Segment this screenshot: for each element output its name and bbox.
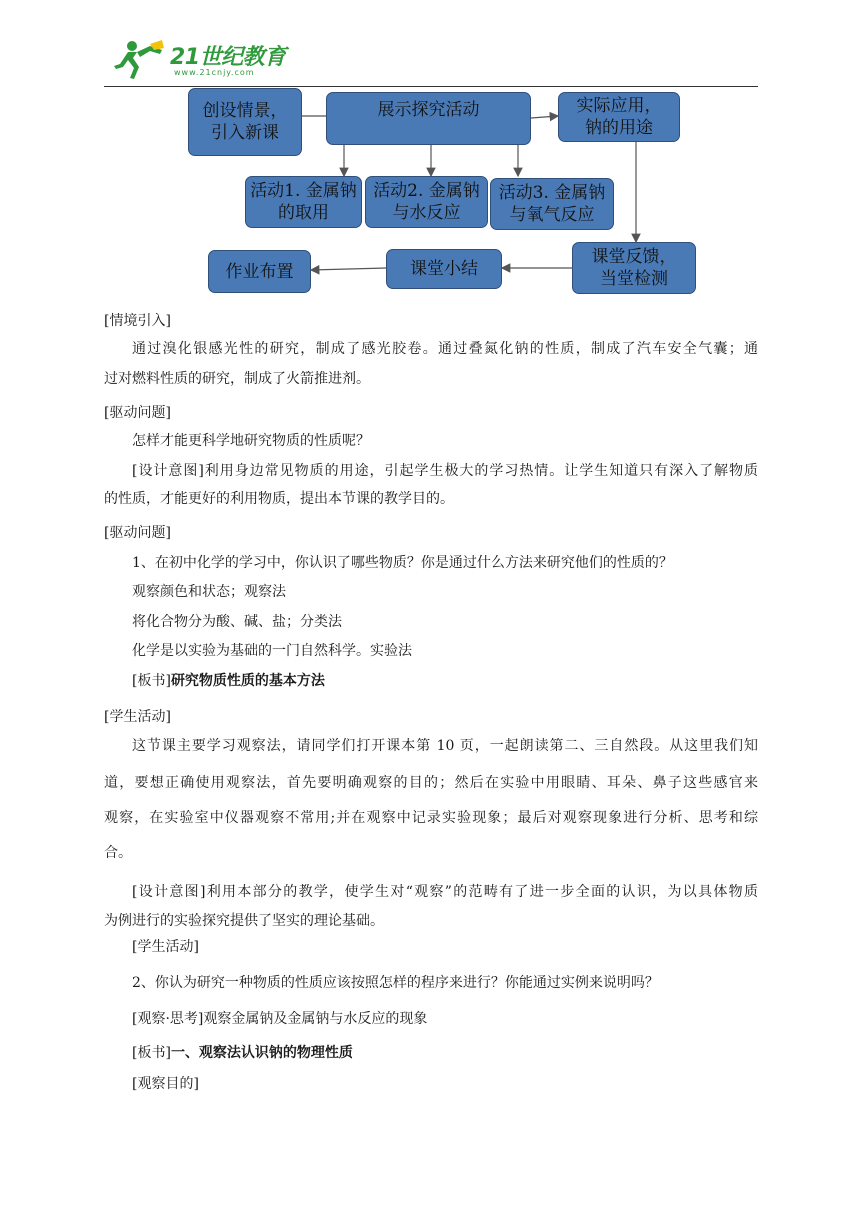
teaching-flowchart — [180, 86, 700, 298]
question-1: 1、在初中化学的学习中，你认识了哪些物质？你是通过什么方法来研究他们的性质的？ — [132, 555, 673, 571]
student-activity-heading: [学生活动] — [132, 939, 199, 955]
flow-box-activity-2: 活动2. 金属钠 与水反应 — [365, 176, 488, 228]
flow-box-feedback: 课堂反馈， 当堂检测 — [572, 242, 696, 294]
logo-url: www.21cnjy.com — [174, 68, 255, 77]
board-note-2 — [132, 1046, 758, 1060]
answer-observation: 观察颜色和状态；观察法 — [132, 584, 286, 600]
section-heading-student-activity: [学生活动] — [104, 709, 171, 725]
board-tag: [板书] — [132, 673, 171, 689]
design-intent-2-line-2: 为例进行的实验探究提供了坚实的理论基础。 — [104, 913, 384, 929]
activity-paragraph-line-2: 道，要想正确使用观察法，首先要明确观察的目的；然后在实验中用眼睛、耳朵、鼻子这些感官来 — [104, 775, 758, 791]
board-tag: [板书] — [132, 1045, 171, 1061]
activity-paragraph-line-4: 合。 — [104, 845, 132, 861]
design-intent-2-line-1: [设计意图]利用本部分的教学，使学生对“观察”的范畴有了进一步全面的认识，为以具体物质 — [132, 884, 758, 900]
section-heading-question-2: [驱动问题] — [104, 525, 171, 541]
board-text: 研究物质性质的基本方法 — [170, 673, 325, 689]
board-text: 一、观察法认识钠的物理性质 — [170, 1045, 353, 1061]
flow-box-summary: 课堂小结 — [386, 249, 502, 289]
flow-box-application: 实际应用， 钠的用途 — [558, 92, 680, 142]
design-intent-line-1: [设计意图]利用身边常见物质的用途，引起学生极大的学习热情。让学生知道只有深入了解物质 — [132, 463, 758, 479]
design-intent-line-2: 的性质，才能更好的利用物质，提出本节课的教学目的。 — [104, 491, 454, 507]
observation-purpose-heading: [观察目的] — [132, 1076, 199, 1092]
question-2: 2、你认为研究一种物质的性质应该按照怎样的程序来进行？你能通过实例来说明吗？ — [132, 975, 659, 991]
intro-paragraph-line-2: 过对燃料性质的研究，制成了火箭推进剂。 — [104, 371, 370, 387]
activity-paragraph-line-1: 这节课主要学习观察法，请同学们打开课本第 10 页，一起朗读第二、三自然段。从这里我们知 — [132, 738, 758, 754]
flow-box-homework: 作业布置 — [208, 250, 311, 293]
section-heading-question-1: [驱动问题] — [104, 405, 171, 421]
page-header — [104, 36, 758, 87]
logo — [110, 38, 290, 82]
activity-paragraph-line-3: 观察，在实验室中仪器观察不常用;并在观察中记录实验现象；最后对观察现象进行分析、思考和综 — [104, 810, 758, 826]
question-paragraph: 怎样才能更科学地研究物质的性质呢？ — [132, 433, 370, 449]
flow-box-intro: 创设情景， 引入新课 — [188, 88, 302, 156]
flow-box-activities: 展示探究活动 — [326, 92, 531, 145]
board-note-1 — [132, 674, 758, 688]
flow-box-activity-1: 活动1. 金属钠 的取用 — [245, 176, 362, 228]
runner-logo-icon — [110, 38, 166, 82]
answer-classification: 将化合物分为酸、碱、盐；分类法 — [132, 614, 342, 630]
intro-paragraph-line-1: 通过溴化银感光性的研究，制成了感光胶卷。通过叠氮化钠的性质，制成了汽车安全气囊；通 — [132, 341, 758, 357]
flow-box-activity-3: 活动3. 金属钠 与氧气反应 — [490, 178, 614, 230]
answer-experiment: 化学是以实验为基础的一门自然科学。实验法 — [132, 643, 412, 659]
observe-think-line: [观察·思考]观察金属钠及金属钠与水反应的现象 — [132, 1011, 428, 1027]
section-heading-intro: [情境引入] — [104, 313, 171, 329]
logo-text: 21世纪教育 — [170, 45, 286, 70]
